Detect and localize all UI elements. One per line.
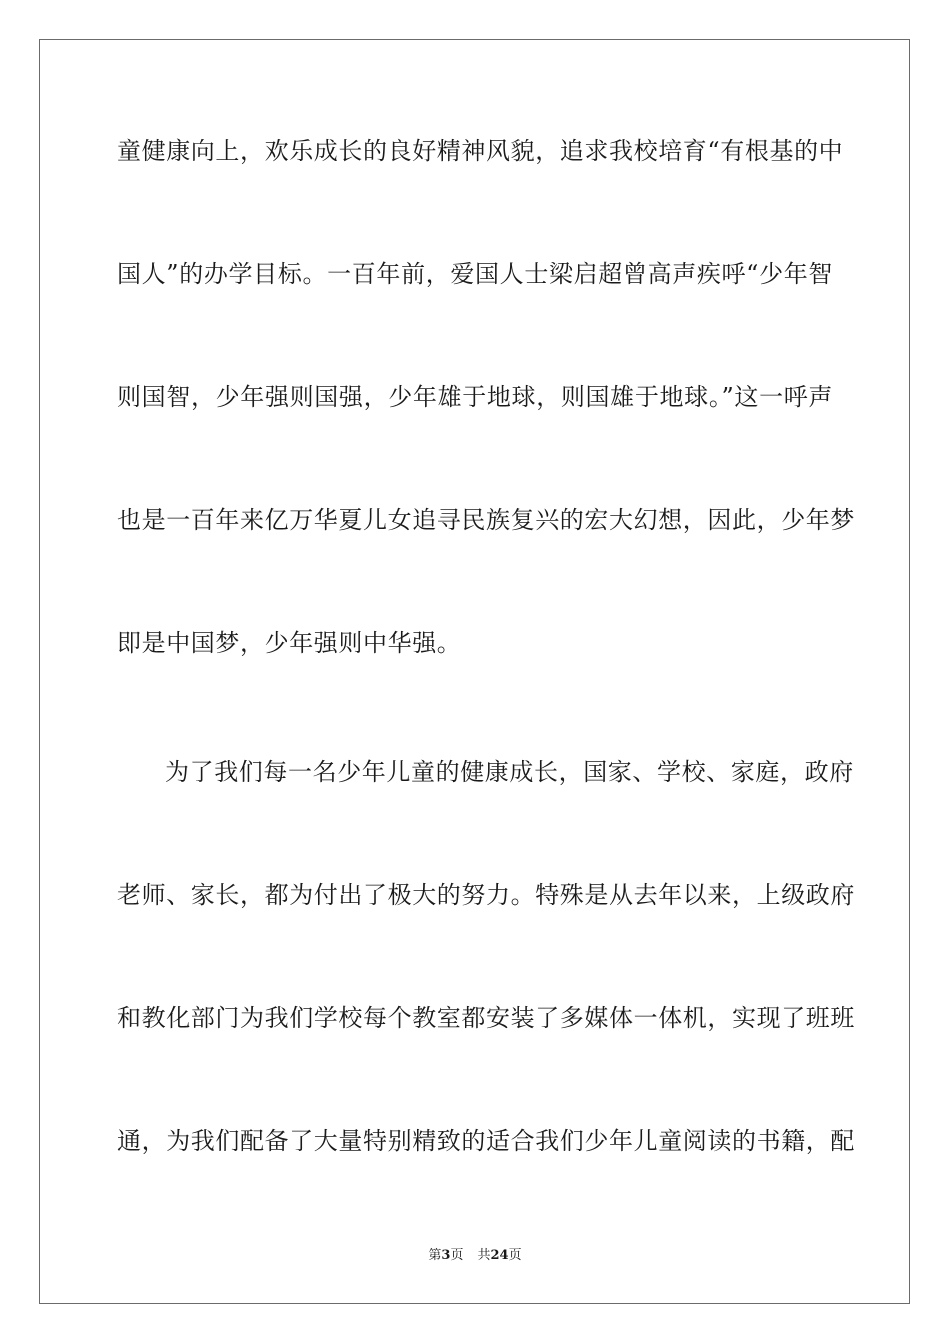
paragraph-line: 也是一百年来亿万华夏儿女追寻民族复兴的宏大幻想，因此，少年梦 [117,506,855,534]
paragraph-line: 则国智，少年强则国强，少年雄于地球，则国雄于地球。”这一呼声 [117,383,833,411]
paragraph-line: 童健康向上，欢乐成长的良好精神风貌，追求我校培育“有根基的中 [117,137,844,165]
page-prefix: 第 [428,1248,442,1263]
page-suffix: 页 [450,1248,464,1263]
paragraph-line-last: 即是中国梦，少年强则中华强。 [117,629,462,657]
paragraph-line: 通，为我们配备了大量特别精致的适合我们少年儿童阅读的书籍，配 [117,1127,855,1155]
page-border [39,39,910,1304]
page-footer [0,1247,950,1265]
paragraph-first-line: 为了我们每一名少年儿童的健康成长，国家、学校、家庭，政府 [165,758,854,786]
paragraph-line: 国人”的办学目标。一百年前，爱国人士梁启超曾高声疾呼“少年智 [117,260,833,288]
current-page-number: 3 [441,1248,451,1263]
paragraph-line: 老师、家长，都为付出了极大的努力。特殊是从去年以来，上级政府 [117,881,855,909]
total-prefix: 共 [477,1248,491,1263]
total-suffix: 页 [508,1248,522,1263]
total-pages-number: 24 [490,1248,509,1263]
paragraph-line: 和教化部门为我们学校每个教室都安装了多媒体一体机，实现了班班 [117,1004,855,1032]
